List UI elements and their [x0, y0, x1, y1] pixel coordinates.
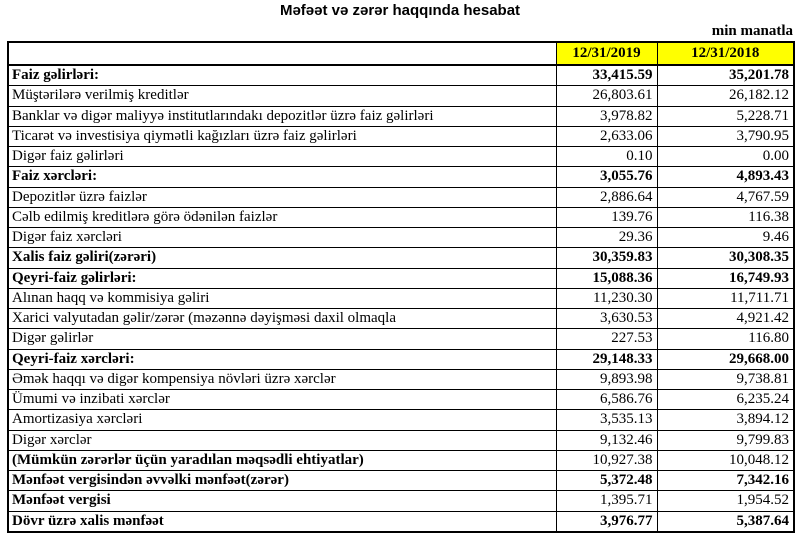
value-2019: 30,359.83 [556, 248, 657, 268]
row-label: Əmək haqqı və digər kompensiya növləri üzrə xərclər [8, 369, 556, 389]
value-2019: 9,132.46 [556, 430, 657, 450]
table-row [8, 410, 794, 430]
value-2018: 9.46 [657, 228, 794, 248]
table-row [8, 511, 794, 532]
row-label: Qeyri-faiz xərcləri: [8, 349, 556, 369]
value-2019: 227.53 [556, 329, 657, 349]
value-2019: 9,893.98 [556, 369, 657, 389]
row-label: Qeyri-faiz gəlirləri: [8, 268, 556, 288]
table-row [8, 288, 794, 308]
table-row [8, 126, 794, 146]
value-2018: 30,308.35 [657, 248, 794, 268]
value-2018: 35,201.78 [657, 65, 794, 86]
value-2019: 3,978.82 [556, 106, 657, 126]
table-row [8, 147, 794, 167]
value-2019: 15,088.36 [556, 268, 657, 288]
value-2019: 1,395.71 [556, 491, 657, 511]
value-2019: 29,148.33 [556, 349, 657, 369]
value-2018: 5,387.64 [657, 511, 794, 532]
value-2018: 4,921.42 [657, 309, 794, 329]
row-label: Dövr üzrə xalis mənfəət [8, 511, 556, 532]
value-2018: 116.80 [657, 329, 794, 349]
table-row [8, 228, 794, 248]
value-2018: 3,790.95 [657, 126, 794, 146]
row-label: Mənfəət vergisi [8, 491, 556, 511]
value-2019: 3,535.13 [556, 410, 657, 430]
value-2018: 7,342.16 [657, 471, 794, 491]
value-2018: 29,668.00 [657, 349, 794, 369]
header-row [8, 42, 794, 65]
value-2019: 11,230.30 [556, 288, 657, 308]
table-row [8, 167, 794, 187]
row-label: Xalis faiz gəliri(zərəri) [8, 248, 556, 268]
value-2019: 3,630.53 [556, 309, 657, 329]
row-label: Digər faiz xərcləri [8, 228, 556, 248]
value-2019: 10,927.38 [556, 450, 657, 470]
value-2019: 139.76 [556, 207, 657, 227]
row-label: Ticarət və investisiya qiymətli kağızları üzrə faiz gəlirləri [8, 126, 556, 146]
value-2019: 6,586.76 [556, 390, 657, 410]
row-label: Alınan haqq və kommisiya gəliri [8, 288, 556, 308]
table-row [8, 349, 794, 369]
table-body [8, 65, 794, 532]
value-2018: 3,894.12 [657, 410, 794, 430]
value-2018: 11,711.71 [657, 288, 794, 308]
row-label: Xarici valyutadan gəlir/zərər (məzənnə dəyişməsi daxil olmaqla [8, 309, 556, 329]
row-label: Müştərilərə verilmiş kreditlər [8, 86, 556, 106]
table-row [8, 491, 794, 511]
value-2018: 5,228.71 [657, 106, 794, 126]
value-2018: 9,799.83 [657, 430, 794, 450]
value-2019: 29.36 [556, 228, 657, 248]
table-row [8, 268, 794, 288]
table-row [8, 450, 794, 470]
value-2018: 6,235.24 [657, 390, 794, 410]
value-2019: 5,372.48 [556, 471, 657, 491]
value-2018: 16,749.93 [657, 268, 794, 288]
table-row [8, 369, 794, 389]
value-2019: 3,976.77 [556, 511, 657, 532]
header-col-2019: 12/31/2019 [556, 42, 657, 65]
profit-loss-table [7, 41, 795, 533]
value-2018: 9,738.81 [657, 369, 794, 389]
row-label: Banklar və digər maliyyə institutlarındakı depozitlər üzrə faiz gəlirləri [8, 106, 556, 126]
value-2019: 2,633.06 [556, 126, 657, 146]
row-label: Digər xərclər [8, 430, 556, 450]
table-row [8, 86, 794, 106]
table-row [8, 309, 794, 329]
row-label: Faiz gəlirləri: [8, 65, 556, 86]
table-row [8, 430, 794, 450]
row-label: Amortizasiya xərcləri [8, 410, 556, 430]
row-label: Depozitlər üzrə faizlər [8, 187, 556, 207]
value-2018: 1,954.52 [657, 491, 794, 511]
row-label: Ümumi və inzibati xərclər [8, 390, 556, 410]
value-2019: 2,886.64 [556, 187, 657, 207]
header-empty-cell [8, 42, 556, 65]
value-2018: 116.38 [657, 207, 794, 227]
value-2019: 3,055.76 [556, 167, 657, 187]
row-label: Digər faiz gəlirləri [8, 147, 556, 167]
value-2018: 0.00 [657, 147, 794, 167]
row-label: Cəlb edilmiş kreditlərə görə ödənilən faizlər [8, 207, 556, 227]
value-2019: 26,803.61 [556, 86, 657, 106]
row-label: Digər gəlirlər [8, 329, 556, 349]
value-2019: 33,415.59 [556, 65, 657, 86]
row-label: (Mümkün zərərlər üçün yaradılan məqsədli ehtiyatlar) [8, 450, 556, 470]
table-row [8, 390, 794, 410]
row-label: Mənfəət vergisindən əvvəlki mənfəət(zərər) [8, 471, 556, 491]
table-row [8, 207, 794, 227]
page-title: Məfəət və zərər haqqında hesabat [279, 2, 521, 19]
table-row [8, 65, 794, 86]
table-row [8, 471, 794, 491]
value-2018: 26,182.12 [657, 86, 794, 106]
table-row [8, 187, 794, 207]
table-row [8, 106, 794, 126]
value-2018: 4,767.59 [657, 187, 794, 207]
value-2018: 10,048.12 [657, 450, 794, 470]
row-label: Faiz xərcləri: [8, 167, 556, 187]
header-col-2018: 12/31/2018 [657, 42, 794, 65]
unit-note: min manatla [711, 23, 793, 39]
table-row [8, 329, 794, 349]
value-2019: 0.10 [556, 147, 657, 167]
table-row [8, 248, 794, 268]
value-2018: 4,893.43 [657, 167, 794, 187]
